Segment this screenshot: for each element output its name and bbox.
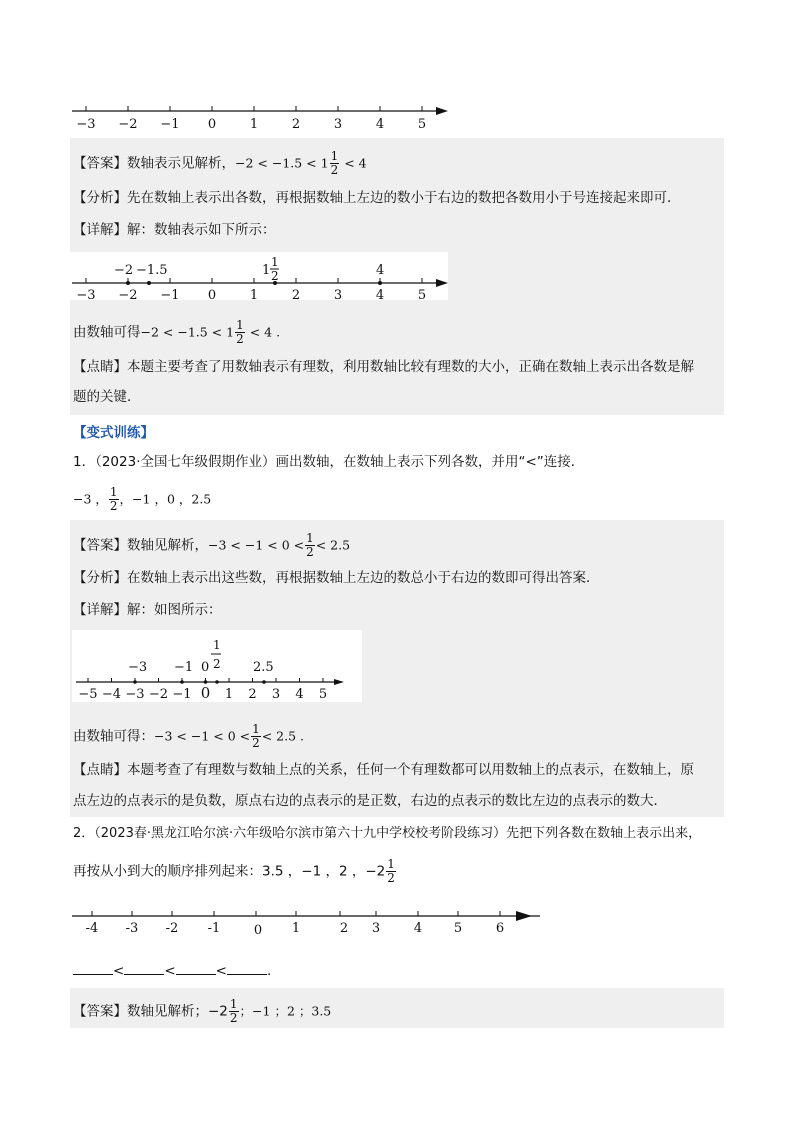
conclusion-expr: −2 < −1.5 < 1 xyxy=(140,324,235,340)
question-stem-q1 xyxy=(73,453,584,471)
conclusion-text: 由数轴可得 xyxy=(73,324,141,341)
frac-num: 1 xyxy=(229,997,238,1011)
tick-label: 0 xyxy=(207,117,217,132)
point-neg1-5 xyxy=(147,281,151,285)
conclusion-fraction xyxy=(235,319,245,346)
frac-num: 1 xyxy=(109,485,118,499)
frac-den: 2 xyxy=(252,736,260,750)
answer-line-q2 xyxy=(73,998,331,1025)
tick-label: 5 xyxy=(318,687,328,702)
number-line-q0 xyxy=(70,252,460,302)
answer-expr-end: < 2.5 xyxy=(315,537,351,553)
variant-training-heading: 【变式训练】 xyxy=(73,425,154,441)
point-neg2 xyxy=(126,281,130,285)
frac-den: 2 xyxy=(236,332,244,346)
tick-label: −2 xyxy=(148,687,169,702)
conclusion-text: 由数轴可得： xyxy=(73,728,154,745)
comment-text: 点左边的点表示的是负数，原点右边的点表示的是正数，右边的点表示的数比左边的点表示的数大． xyxy=(73,793,667,809)
analysis-line-q0 xyxy=(73,189,681,207)
comment-line-q0 xyxy=(73,358,694,376)
point-4 xyxy=(378,281,382,285)
point-label: −1 xyxy=(174,660,194,675)
question-stem-q2-line2 xyxy=(73,858,397,885)
point-label: 2.5 xyxy=(253,660,274,675)
tick-label: 4 xyxy=(375,288,385,302)
tick-label: −1 xyxy=(160,117,180,132)
comment-text: 本题主要考查了用数轴表示有理数，利用数轴比较有理数的大小，正确在数轴上表示出各数是解 xyxy=(127,359,694,375)
comment-text: 题的关键． xyxy=(73,389,141,405)
comment-tag: 【点睛】 xyxy=(73,359,127,375)
tick-marks xyxy=(86,106,422,111)
frac-num: 1 xyxy=(236,318,244,332)
tick-label: 0 xyxy=(207,288,217,302)
answer-tag: 【答案】 xyxy=(73,537,127,554)
stem-text: 再按从小到大的顺序排列起来：3.5 ，−1 ，2 ，−2 xyxy=(73,863,386,880)
point-2-5 xyxy=(262,680,266,684)
conclusion-line-q0 xyxy=(73,319,280,346)
tick-label: -4 xyxy=(85,921,99,936)
tick-label: 0 xyxy=(253,923,263,938)
comment-tag: 【点睛】 xyxy=(73,762,127,778)
conclusion-expr: −3 < −1 < 0 < xyxy=(154,728,251,744)
tick-label: −3 xyxy=(76,117,96,132)
blank-1[interactable] xyxy=(73,961,113,975)
tick-label: 3 xyxy=(333,288,343,302)
tick-label: 5 xyxy=(453,921,463,936)
answer-text: 数轴见解析， xyxy=(127,537,208,554)
less-than: < xyxy=(164,963,176,979)
tick-label: −1 xyxy=(160,288,180,302)
answer-expr: −2 < −1.5 < 1 xyxy=(235,155,329,171)
comment-line-q0-2 xyxy=(73,388,141,406)
stem-text: 2．（2023春·黑龙江哈尔滨·六年级哈尔滨市第六十九中学校校考阶段练习）先把下列各数在数轴上表示出来， xyxy=(73,826,702,841)
tick-label: 2 xyxy=(291,288,301,302)
frac-den: 2 xyxy=(229,1011,238,1025)
tick-label: 6 xyxy=(495,921,505,936)
tick-label: 4 xyxy=(295,687,304,702)
tick-label: 5 xyxy=(417,117,427,132)
answer-expr-end: < 4 xyxy=(340,155,367,171)
frac-den: 2 xyxy=(330,163,339,177)
point-half xyxy=(215,680,219,684)
detail-line-q0 xyxy=(73,221,276,239)
conclusion-expr-end: < 4 . xyxy=(245,324,281,340)
tick-label: 3 xyxy=(371,921,381,936)
point-label: 1 xyxy=(271,255,279,269)
point-label: 4 xyxy=(376,263,385,278)
analysis-tag: 【分析】 xyxy=(73,190,127,206)
conclusion-expr-end: < 2.5 . xyxy=(261,728,305,744)
less-than: < xyxy=(113,963,125,979)
point-label: −3 xyxy=(128,660,148,675)
answer-tag: 【答案】 xyxy=(73,1003,127,1020)
tick-label: 0 xyxy=(200,684,211,702)
tick-label: 3 xyxy=(333,117,343,132)
answer-blanks-q2 xyxy=(73,961,271,980)
comment-line-q1 xyxy=(73,761,694,779)
point-label: 1 xyxy=(213,638,221,652)
blank-3[interactable] xyxy=(176,961,216,975)
frac-num: 1 xyxy=(387,857,395,871)
tick-label: 1 xyxy=(249,117,259,132)
answer-text: 数轴见解析；−2 xyxy=(127,1003,228,1020)
blank-4[interactable] xyxy=(227,961,267,975)
point-label: −2 xyxy=(114,263,134,278)
stem-fraction xyxy=(386,858,396,885)
tick-label: 4 xyxy=(413,921,423,936)
detail-text: 解：数轴表示如下所示： xyxy=(127,222,276,238)
answer-fraction xyxy=(305,532,315,559)
answer-line-q0 xyxy=(73,150,367,177)
answer-rest: ；−1 ；2 ；3.5 xyxy=(239,1003,332,1019)
tick-label: 3 xyxy=(271,687,281,702)
tick-label: 5 xyxy=(417,288,427,302)
tick-label: -3 xyxy=(125,921,139,936)
comment-text: 本题考查了有理数与数轴上点的关系，任何一个有理数都可以用数轴上的点表示，在数轴上，原 xyxy=(127,762,694,778)
point-neg3 xyxy=(133,680,137,684)
tick-label: -1 xyxy=(207,921,221,936)
tick-label: -2 xyxy=(165,921,179,936)
tick-label: 1 xyxy=(249,288,259,302)
tick-label: −3 xyxy=(76,288,96,302)
analysis-text: 在数轴上表示出这些数，再根据数轴上左边的数总小于右边的数即可得出答案． xyxy=(127,570,600,586)
tick-label: 1 xyxy=(224,687,234,702)
numbers-fraction xyxy=(109,486,119,513)
detail-line-q1 xyxy=(73,601,222,619)
point-label: 2 xyxy=(213,657,221,671)
answer-text: 数轴表示见解析， xyxy=(127,155,235,172)
tick-label: 2 xyxy=(291,117,301,132)
answer-fraction xyxy=(229,998,239,1025)
tick-label: −1 xyxy=(172,687,192,702)
tick-label: 2 xyxy=(248,687,257,702)
answer-line-q1 xyxy=(73,532,350,559)
number-line-q2 xyxy=(70,904,540,938)
number-line-q1 xyxy=(72,630,362,702)
less-than: < xyxy=(215,963,227,979)
analysis-text: 先在数轴上表示出各数，再根据数轴上左边的数小于右边的数把各数用小于号连接起来即可． xyxy=(127,190,681,206)
numbers-text-end: ，−1 ，0 ，2.5 xyxy=(119,491,212,507)
answer-expr: −3 < −1 < 0 < xyxy=(208,537,305,553)
period: . xyxy=(266,963,272,979)
conclusion-line-q1 xyxy=(73,723,304,750)
question-stem-q2 xyxy=(73,825,701,843)
detail-text: 解：如图所示： xyxy=(127,602,222,618)
point-label: −1.5 xyxy=(136,263,168,278)
point-label: 0 xyxy=(201,660,210,675)
tick-label: −5 xyxy=(78,687,98,702)
detail-tag: 【详解】 xyxy=(73,222,127,238)
answer-fraction xyxy=(330,150,340,177)
frac-num: 1 xyxy=(330,149,339,163)
answer-tag: 【答案】 xyxy=(73,155,127,172)
question-numbers-q1 xyxy=(73,486,211,513)
tick-label: −2 xyxy=(118,288,138,302)
frac-num: 1 xyxy=(306,531,314,545)
tick-label: −2 xyxy=(118,117,138,132)
tick-label: −3 xyxy=(125,687,145,702)
analysis-tag: 【分析】 xyxy=(73,570,127,586)
numbers-text: −3 ， xyxy=(73,491,108,507)
tick-label: −4 xyxy=(101,687,122,702)
point-label: 2 xyxy=(271,269,279,283)
detail-tag: 【详解】 xyxy=(73,602,127,618)
frac-den: 2 xyxy=(387,871,395,885)
point-neg1 xyxy=(180,680,184,684)
analysis-line-q1 xyxy=(73,569,600,587)
blank-2[interactable] xyxy=(124,961,164,975)
tick-label: 4 xyxy=(375,117,385,132)
frac-den: 2 xyxy=(109,499,118,513)
frac-den: 2 xyxy=(306,545,314,559)
comment-line-q1-2 xyxy=(73,792,667,810)
frac-num: 1 xyxy=(252,722,260,736)
point-label: 1 xyxy=(262,263,271,278)
tick-label: 1 xyxy=(291,921,301,936)
conclusion-fraction xyxy=(251,723,261,750)
number-line-top xyxy=(70,100,460,135)
tick-label: 2 xyxy=(339,921,349,936)
stem-text: 1．（2023·全国七年级假期作业）画出数轴，在数轴上表示下列各数，并用“<”连接． xyxy=(73,454,585,470)
